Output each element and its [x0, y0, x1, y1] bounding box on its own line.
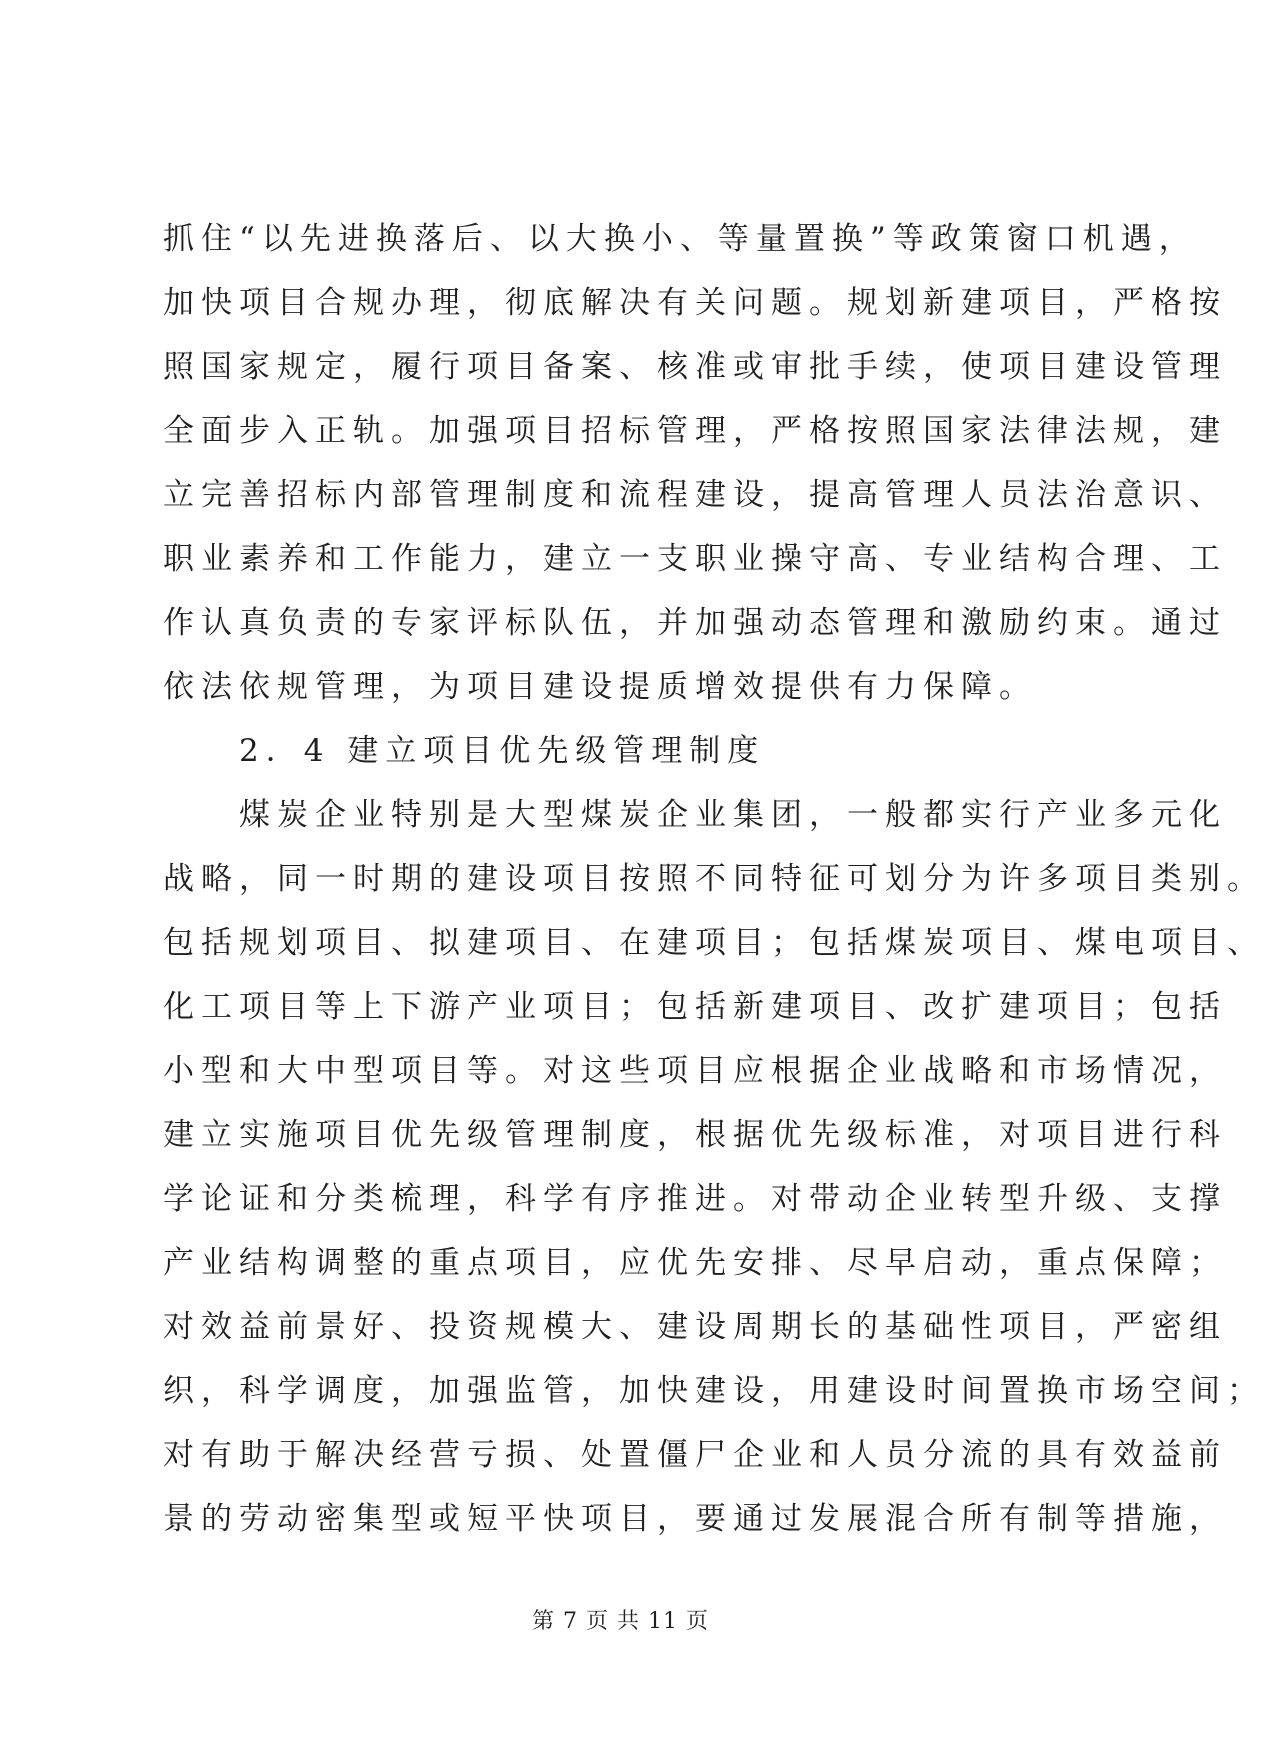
paragraph-2-line-8: 产业结构调整的重点项目，应优先安排、尽早启动，重点保障；: [163, 1245, 1227, 1281]
paragraph-2-line-9: 对效益前景好、投资规模大、建设周期长的基础性项目，严密组: [163, 1309, 1227, 1345]
paragraph-1-line-6: 职业素养和工作能力，建立一支职业操守高、专业结构合理、工: [163, 541, 1227, 577]
paragraph-2-line-3: 包括规划项目、拟建项目、在建项目；包括煤炭项目、煤电项目、: [163, 925, 1265, 961]
paragraph-2-line-7: 学论证和分类梳理，科学有序推进。对带动企业转型升级、支撑: [163, 1181, 1227, 1217]
paragraph-2-line-1: 煤炭企业特别是大型煤炭企业集团，一般都实行产业多元化: [239, 797, 1227, 833]
paragraph-2-line-12: 景的劳动密集型或短平快项目，要通过发展混合所有制等措施，: [163, 1501, 1227, 1537]
paragraph-1-line-8: 依法依规管理，为项目建设提质增效提供有力保障。: [163, 669, 1037, 705]
page-number-footer: 第 7 页 共 11 页: [532, 1609, 709, 1634]
paragraph-2-line-10: 织，科学调度，加强监管，加快建设，用建设时间置换市场空间；: [163, 1373, 1265, 1409]
paragraph-1-line-7: 作认真负责的专家评标队伍，并加强动态管理和激励约束。通过: [163, 605, 1227, 641]
document-body: [163, 207, 1265, 1551]
paragraph-2-line-6: 建立实施项目优先级管理制度，根据优先级标准，对项目进行科: [163, 1117, 1227, 1153]
paragraph-1-line-2: 加快项目合规办理，彻底解决有关问题。规划新建项目，严格按: [163, 285, 1227, 321]
paragraph-2-line-5: 小型和大中型项目等。对这些项目应根据企业战略和市场情况，: [163, 1053, 1227, 1089]
paragraph-2-line-4: 化工项目等上下游产业项目；包括新建项目、改扩建项目；包括: [163, 989, 1227, 1025]
paragraph-1-line-5: 立完善招标内部管理制度和流程建设，提高管理人员法治意识、: [163, 477, 1227, 513]
paragraph-2-line-2: 战略，同一时期的建设项目按照不同特征可划分为许多项目类别。: [163, 861, 1265, 897]
section-heading: 2．4 建立项目优先级管理制度: [239, 733, 766, 769]
paragraph-1-line-3: 照国家规定，履行项目备案、核准或审批手续，使项目建设管理: [163, 349, 1227, 385]
paragraph-2-line-11: 对有助于解决经营亏损、处置僵尸企业和人员分流的具有效益前: [163, 1437, 1227, 1473]
paragraph-1-line-4: 全面步入正轨。加强项目招标管理，严格按照国家法律法规，建: [163, 413, 1227, 449]
paragraph-1-line-1: 抓住“以先进换落后、以大换小、等量置换”等政策窗口机遇，: [163, 221, 1197, 257]
